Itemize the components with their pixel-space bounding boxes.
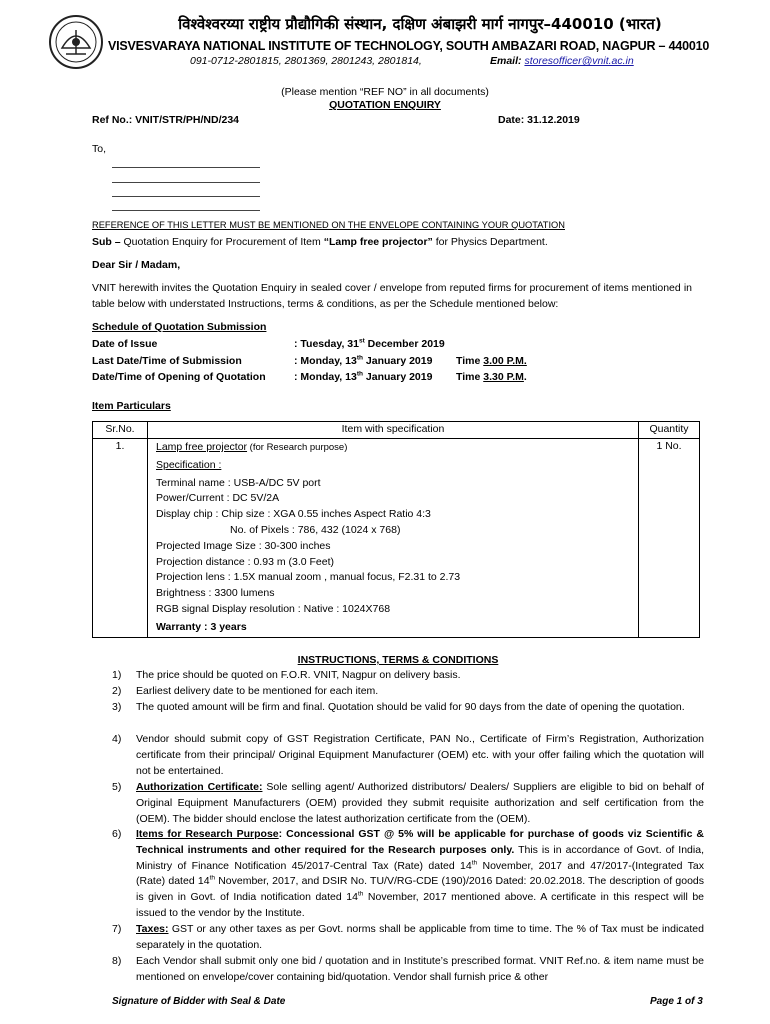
instruction-item — [112, 827, 704, 922]
to-label: To, — [92, 143, 107, 155]
subject-item: “Lamp free projector” — [323, 236, 433, 248]
items-table — [92, 421, 700, 638]
ref-number: Ref No.: VNIT/STR/PH/ND/234 — [92, 114, 240, 126]
spec-line: Power/Current : DC 5V/2A — [156, 492, 280, 505]
column-header: Item with specification — [148, 422, 639, 439]
email-line — [490, 55, 634, 67]
spec-line: Projection lens : 1.5X manual zoom , manual focus, F2.31 to 2.73 — [156, 571, 461, 584]
subject-line — [92, 236, 548, 248]
item-number: 1) — [112, 669, 122, 681]
issue-value: : Tuesday, 31st December 2019 — [294, 337, 445, 350]
issue-label: Date of Issue — [92, 338, 158, 350]
subject-text-end: for Physics Department. — [432, 236, 548, 248]
instruction-text: Earliest delivery date to be mentioned for each item. — [136, 685, 379, 697]
spec-line: RGB signal Display resolution : Native : 1024X768 — [156, 602, 391, 615]
reference-note: REFERENCE OF THIS LETTER MUST BE MENTIONED ON THE ENVELOPE CONTAINING YOUR QUOTATION — [92, 220, 565, 230]
english-title: VISVESVARAYA NATIONAL INSTITUTE OF TECHNOLOGY, SOUTH AMBAZARI ROAD, NAGPUR – 440010 — [108, 39, 710, 53]
item-number: 6) — [112, 828, 122, 840]
instruction-text: Vendor should submit copy of GST Registration Certificate, PAN No., Certificate of Firm’s Registration, Authorization certificate from their principal/ Original Equipment Manufacturer (OEM) etc. with your offer failing which the quotation will not be entertained. — [136, 733, 704, 777]
page-number: Page 1 of 3 — [650, 996, 703, 1007]
last-date-value: : Monday, 13th January 2019 — [294, 354, 433, 367]
item-purpose: (for Research purpose) — [247, 442, 348, 453]
instruction-text: The price should be quoted on F.O.R. VNIT, Nagpur on delivery basis. — [136, 669, 461, 681]
instruction-item — [112, 954, 704, 986]
instruction-item — [112, 684, 704, 700]
instruction-text: Taxes: GST or any other taxes as per Govt. norms shall be applicable from time to time. The % of Tax must be indicated separately in the quotation. — [136, 923, 704, 951]
email-link[interactable]: storesofficer@vnit.ac.in — [524, 55, 634, 67]
item-number: 3) — [112, 701, 122, 713]
instruction-item — [112, 922, 704, 954]
instruction-item — [112, 732, 704, 779]
item-number: 4) — [112, 733, 122, 745]
item-number: 8) — [112, 955, 122, 967]
opening-time: Time 3.30 P.M. — [456, 371, 527, 383]
last-date-label: Last Date/Time of Submission — [92, 354, 242, 367]
hindi-title: विश्वेश्वरय्या राष्ट्रीय प्रौद्यौगिकी संस्थान, दक्षिण अंबाझरी मार्ग नागपुर–440010 (भारत) — [178, 15, 662, 33]
schedule-heading: Schedule of Quotation Submission — [92, 321, 267, 333]
instruction-item — [112, 780, 704, 827]
ref-mention-note: (Please mention “REF NO” in all documents) — [281, 86, 489, 98]
opening-value: : Monday, 13th January 2019 — [294, 370, 433, 383]
items-heading: Item Particulars — [92, 400, 171, 412]
intro-paragraph: VNIT herewith invites the Quotation Enquiry in sealed cover / envelope from reputed firms for procurement of items mentioned in table below with understated Instructions, terms & conditions, as per the Schedule mentioned below: — [92, 282, 692, 310]
spec-heading: Specification : — [156, 458, 222, 471]
sr-no-cell: 1. — [93, 439, 148, 638]
instruction-text: Each Vendor shall submit only one bid / quotation and in Institute’s prescribed format. VNIT Ref.no. & item name must be mentioned on envelope/cover containing bid/quotation. Vendor shall furnish price & other — [136, 955, 704, 983]
instruction-text: The quoted amount will be firm and final. Quotation should be valid for 90 days from the date of opening the quotation. — [136, 701, 685, 713]
item-number: 5) — [112, 781, 122, 793]
institute-logo — [48, 14, 104, 70]
subject-prefix: Sub – — [92, 236, 121, 248]
address-line — [112, 210, 260, 211]
opening-label: Date/Time of Opening of Quotation — [92, 371, 266, 383]
instruction-text: Items for Research Purpose: Concessional GST @ 5% will be applicable for purchase of goods viz Scientific & Technical instruments and other required for the Research purposes only. This is in accordance of Govt. of India, Ministry of Finance Notification 45/2017-Central Tax (Rate) dated 14th November, 2017 and 47/2017-(Integrated Tax (Rate) dated 14th November, 2017, and DSIR No. TU/V/RG-CDE (190)/2016 Dated: 20.02.2018. The description of goods is given in Govt. of India notification dated 14th November, 2017 mentioned above. A certificate in this respect will be issued to the vendor by the Institute. — [136, 828, 705, 919]
schedule-block — [92, 336, 712, 386]
item-spec-cell — [148, 439, 639, 638]
table-row — [93, 439, 700, 638]
spec-line: Display chip : Chip size : XGA 0.55 inches Aspect Ratio 4:3 — [156, 508, 431, 521]
signature-line: Signature of Bidder with Seal & Date — [112, 996, 286, 1007]
last-time: Time 3.00 P.M. — [456, 354, 527, 367]
spec-line: Brightness : 3300 lumens — [156, 587, 275, 600]
instruction-item — [112, 700, 704, 716]
address-line — [112, 167, 260, 168]
instruction-item — [112, 668, 704, 684]
document-title: QUOTATION ENQUIRY — [329, 99, 441, 111]
document-date: Date: 31.12.2019 — [498, 114, 580, 126]
column-header: Sr.No. — [93, 422, 148, 439]
column-header: Quantity — [639, 422, 700, 439]
phone-numbers: 091-0712-2801815, 2801369, 2801243, 2801814, — [190, 55, 422, 67]
item-number: 2) — [112, 685, 122, 697]
warranty-line: Warranty : 3 years — [156, 620, 247, 633]
spec-line: Projection distance : 0.93 m (3.0 Feet) — [156, 555, 335, 568]
address-line — [112, 182, 260, 183]
salutation: Dear Sir / Madam, — [92, 259, 181, 271]
spec-line: No. of Pixels : 786, 432 (1024 x 768) — [230, 523, 401, 536]
spec-line: Projected Image Size : 30-300 inches — [156, 539, 331, 552]
item-name: Lamp free projector — [156, 441, 248, 453]
instructions-heading: INSTRUCTIONS, TERMS & CONDITIONS — [297, 654, 499, 666]
email-label: Email: — [490, 55, 522, 67]
instruction-text: Authorization Certificate: Sole selling agent/ Authorized distributors/ Dealers/ Suppliers are eligible to bid on behalf of Original Equipment Manufacturers (OEM) provided they submit requisite authorization and self certification from the (OEM). The bidder should enclose the latest authorization certificate from the (OEM). — [136, 781, 704, 825]
quantity-cell: 1 No. — [639, 439, 700, 638]
item-number: 7) — [112, 923, 122, 935]
spec-line: Terminal name : USB-A/DC 5V port — [156, 476, 321, 489]
subject-text: Quotation Enquiry for Procurement of Item — [120, 236, 324, 248]
address-line — [112, 196, 260, 197]
